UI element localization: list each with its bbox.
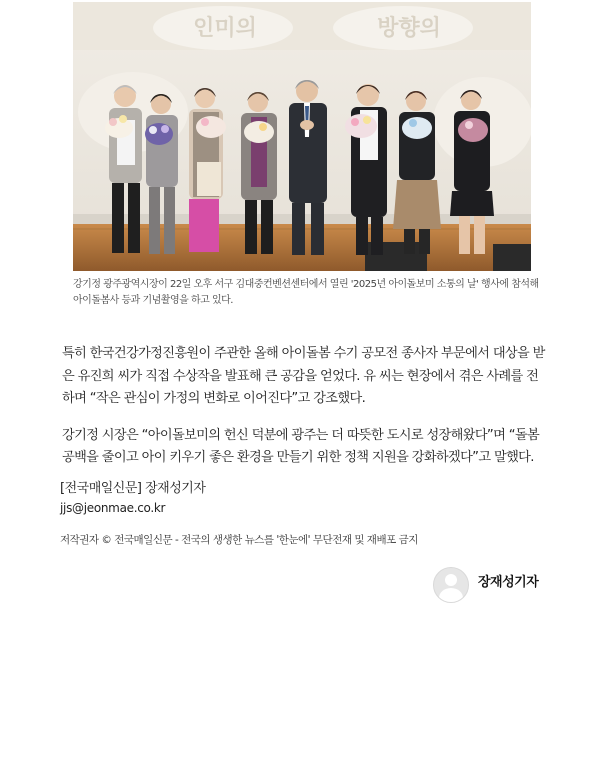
reporter-name[interactable]: 장재성기자 <box>478 574 539 590</box>
copyright-notice: 저작권자 © 전국매일신문 - 전국의 생생한 뉴스를 '한눈에' 무단전재 및 재배포 금지 <box>60 534 418 546</box>
article-photo <box>73 2 531 271</box>
article-paragraph-1: 특히 한국건강가정진흥원이 주관한 올해 아이돌봄 수기 공모전 종사자 부문에서 대상을 받은 유진희 씨가 직접 수상작을 발표해 큰 공감을 얻었다. 유 씨는 현장에서 겪은 사례를 전하며 “작은 관심이 가정의 변화로 이어진다”고 강조했다. <box>62 346 545 406</box>
reporter-profile[interactable] <box>433 567 538 603</box>
article-paragraph-2: 강기정 시장은 “아이돌보미의 헌신 덕분에 광주는 더 따뜻한 도시로 성장해왔다”며 “돌봄 공백을 줄이고 아이 키우기 좋은 환경을 만들기 위한 정책 지원을 강화하겠다”고 말했다. <box>62 427 540 465</box>
banner-text-right: 방향의 <box>377 16 441 41</box>
byline: [전국매일신문] 장재성기자 <box>60 481 206 496</box>
article-body <box>62 343 550 484</box>
user-avatar-icon <box>433 567 469 603</box>
banner-text-left: 인미의 <box>193 16 257 41</box>
reporter-email[interactable]: jjs@jeonmae.co.kr <box>60 501 166 515</box>
photo-caption: 강기정 광주광역시장이 22일 오후 서구 김대중컨벤션센터에서 열린 '2025년 아이돌보미 소통의 날' 행사에 참석해 아이돌봄사 등과 기념촬영을 하고 있다. <box>73 279 539 306</box>
